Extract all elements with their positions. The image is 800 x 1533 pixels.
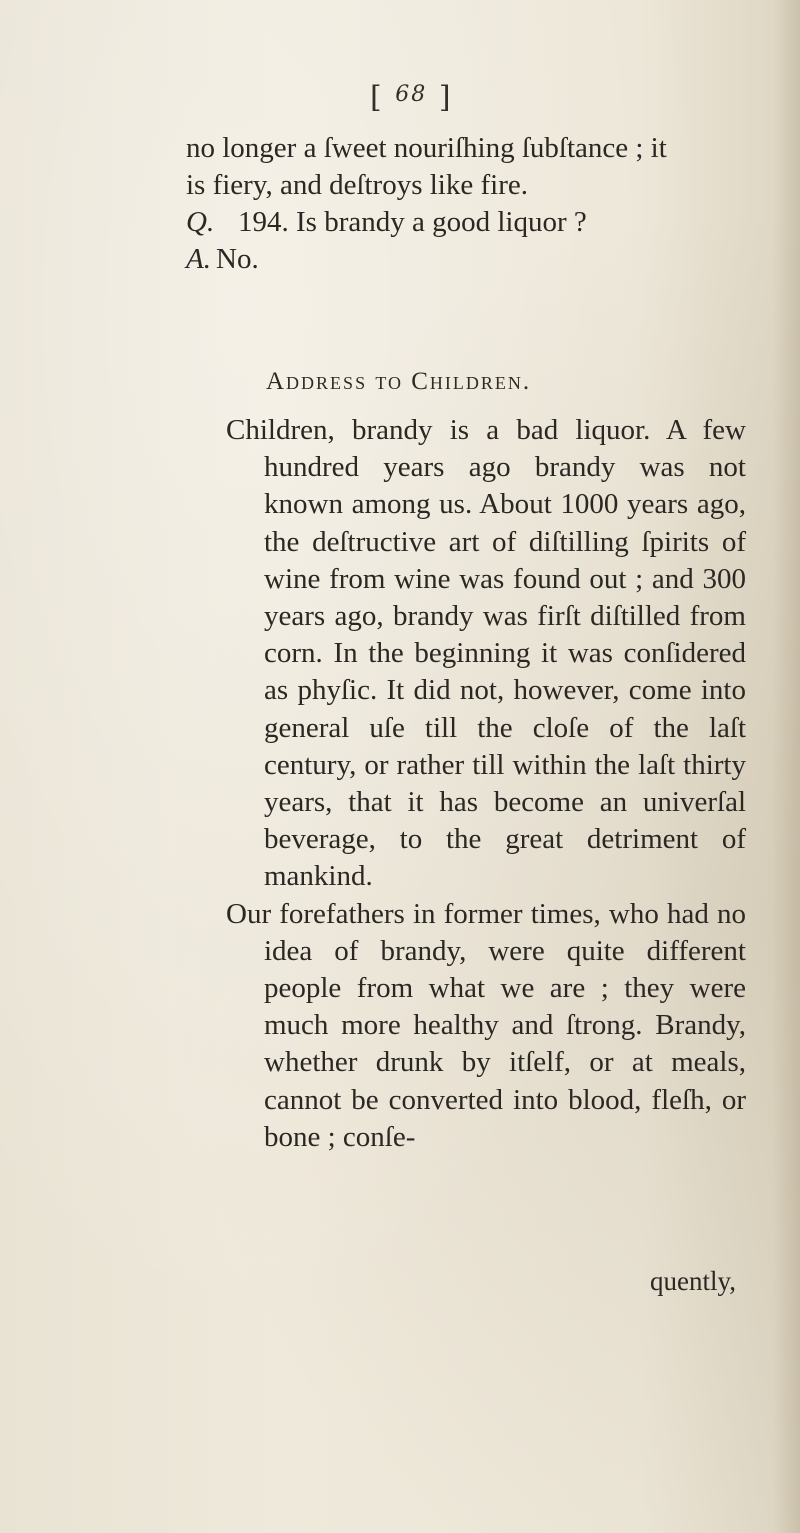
answer-marker: A. xyxy=(186,243,211,275)
catchword: quently, xyxy=(650,1266,736,1296)
body-text xyxy=(226,412,746,1156)
answer-line xyxy=(186,241,746,278)
continuation-line-2: is fiery, and deſtroys like fire. xyxy=(186,169,528,201)
page-edge-shadow xyxy=(772,0,800,1533)
continuation-line-1: no longer a ſweet nouriſhing ſubſtance ; it xyxy=(186,132,667,164)
question-line xyxy=(186,204,746,241)
answer-text: No. xyxy=(216,243,259,275)
opening-bracket: [ xyxy=(370,80,384,115)
page-number: 68 xyxy=(395,82,428,107)
question-marker: Q. xyxy=(186,206,215,238)
paragraph-1: Children, brandy is a bad liquor. A few hundred years ago brandy was not known among us. About 1000 years ago, the deſtructive art of diſtilling ſpirits of wine from wine was found out ; and 300 years ago, brandy was firſt diſtilled from corn. In the beginning it was conſidered as phyſic. It did not, however, come into general uſe till the cloſe of the laſt century, or rather till within the laſt thirty years, that it has become an univerſal beverage, to the great detriment of mankind. xyxy=(226,414,746,893)
section-heading: Address to Children. xyxy=(266,368,532,395)
paragraph-2: Our forefathers in former times, who had no idea of brandy, were quite different people from what we are ; they were much more healthy and ſtrong. Brandy, whether drunk by itſelf, or at meals, cannot be converted into blood, fleſh, or bone ; conſe- xyxy=(226,897,746,1153)
closing-bracket: ] xyxy=(438,80,453,115)
question-text: 194. Is brandy a good liquor ? xyxy=(238,206,587,238)
continuation-and-qa xyxy=(186,130,746,278)
page-header xyxy=(370,80,453,115)
